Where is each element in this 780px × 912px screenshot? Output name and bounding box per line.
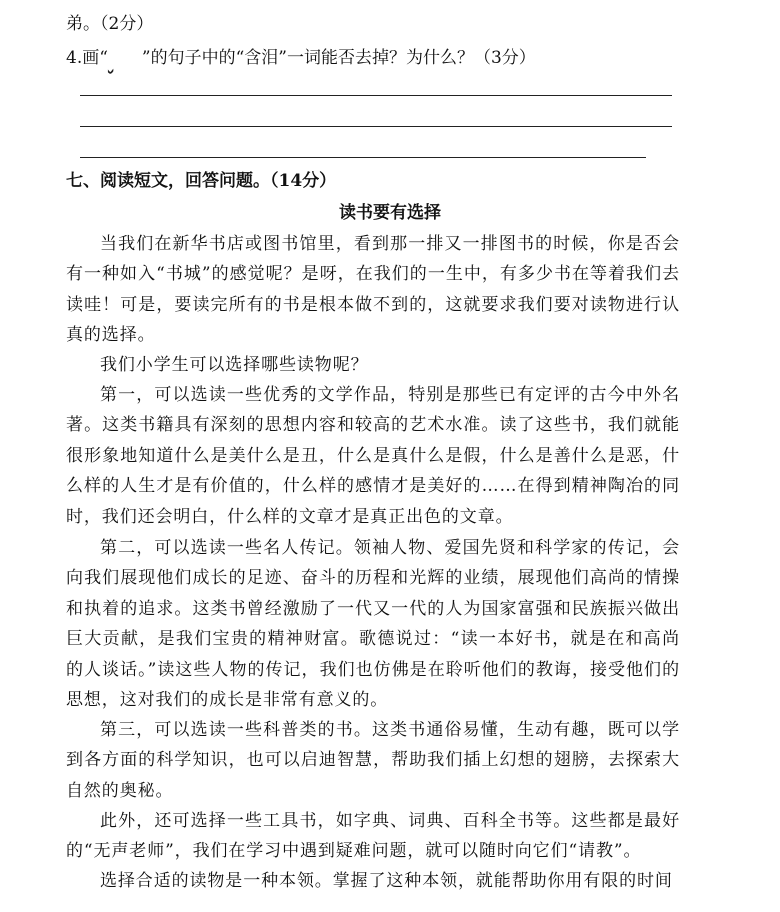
- passage-paragraph-5: 第三，可以选读一些科普类的书。这类书通俗易懂，生动有趣，既可以学到各方面的科学知识，也可以启迪智慧，帮助我们插上幻想的翅膀，去探索大自然的奥秘。: [66, 720, 680, 801]
- question-4-prefix: 4.画“: [66, 48, 108, 68]
- passage-paragraph-1: 当我们在新华书店或图书馆里，看到那一排又一排图书的时候，你是否会有一种如入“书城”的感觉呢？是呀，在我们的一生中，有多少书在等着我们去读哇！可是，要读完所有的书是根本做不到的，这就要求我们要对读物进行认真的选择。: [66, 234, 680, 346]
- passage-paragraph-3: 第一，可以选读一些优秀的文学作品，特别是那些已有定评的古今中外名著。这类书籍具有深刻的思想内容和较高的艺术水准。读了这些书，我们就能很形象地知道什么是美什么是丑，什么是真什么是假，什么是善什么是恶，什么样的人生才是有价值的，什么样的感情才是美好的……在得到精神陶冶的同时，我们还会明白，什么样的文章才是真正出色的文章。: [66, 385, 680, 527]
- question-4-suffix: ”的句子中的“含泪”一词能否去掉？为什么？（3分）: [141, 48, 536, 68]
- previous-question-fragment: 弟。（2分）: [66, 14, 154, 34]
- passage-paragraph-2: 我们小学生可以选择哪些读物呢？: [100, 355, 369, 375]
- question-4: [66, 48, 536, 68]
- passage-paragraph-4: 第二，可以选读一些名人传记。领袖人物、爱国先贤和科学家的传记，会向我们展现他们成长的足迹、奋斗的历程和光辉的业绩，展现他们高尚的情操和执着的追求。这类书曾经激励了一代又一代的人为国家富强和民族振兴做出巨大贡献，是我们宝贵的精神财富。歌德说过：“读一本好书，就是在和高尚的人谈话。”读这些人物的传记，我们也仿佛是在聆听他们的教诲，接受他们的思想，这对我们的成长是非常有意义的。: [66, 538, 680, 711]
- passage-paragraph-7: 选择合适的读物是一种本领。掌握了这种本领，就能帮助你用有限的时间: [100, 871, 673, 891]
- passage-title: 读书要有选择: [339, 203, 441, 223]
- answer-line-1[interactable]: [80, 95, 672, 96]
- section-7-heading: 七、阅读短文，回答问题。（14分）: [66, 171, 337, 191]
- answer-line-2[interactable]: [80, 126, 672, 127]
- answer-line-3[interactable]: [80, 157, 646, 158]
- passage-paragraph-6: 此外，还可选择一些工具书，如字典、词典、百科全书等。这些都是最好的“无声老师”，我们在学习中遇到疑难问题，就可以随时向它们“请教”。: [66, 811, 680, 862]
- wavy-underline-mark: [108, 48, 142, 68]
